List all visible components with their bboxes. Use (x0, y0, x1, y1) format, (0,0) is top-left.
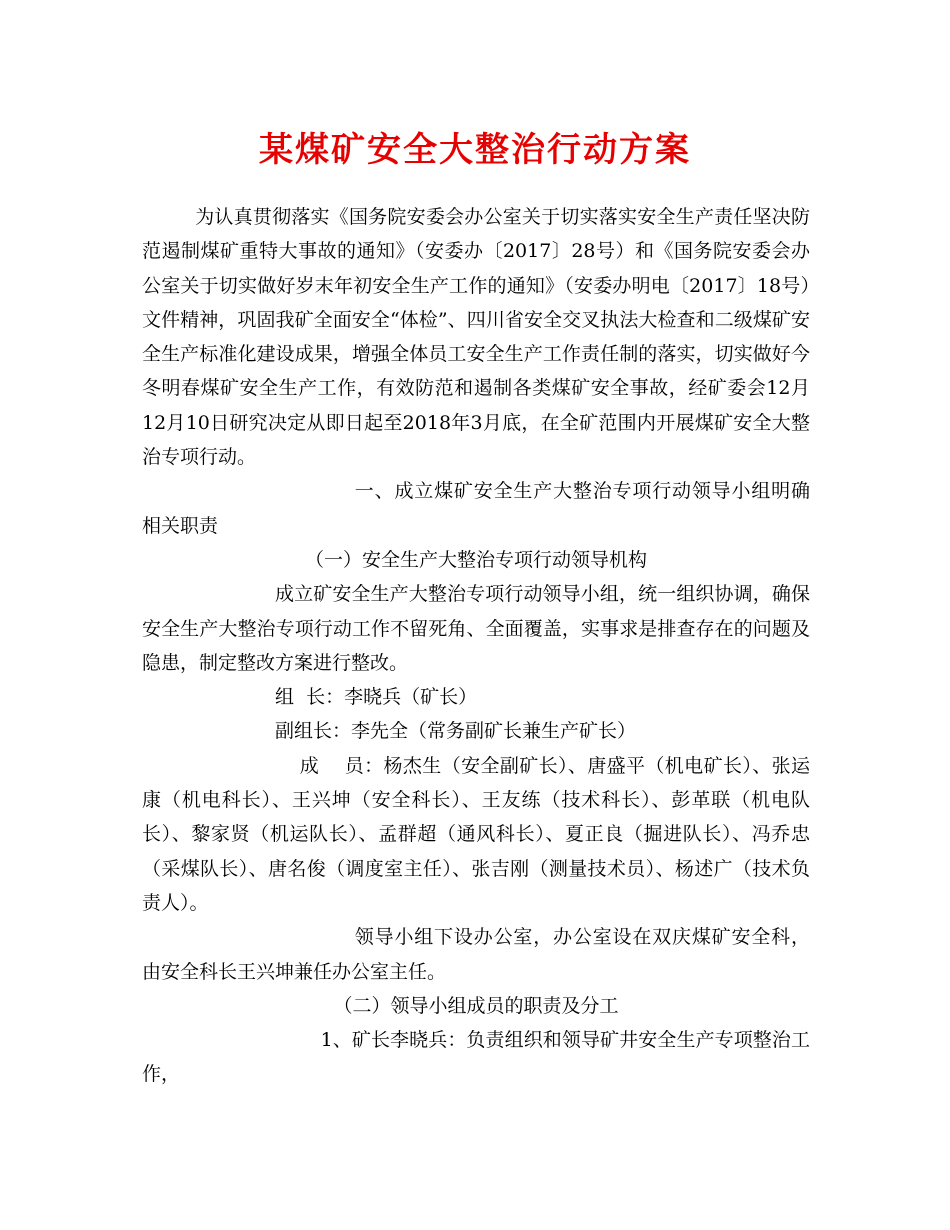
section-1-heading: 一、成立煤矿安全生产大整治专项行动领导小组明确相关职责 (142, 480, 810, 537)
item-1-paragraph: 1、矿长李晓兵：负责组织和领导矿井安全生产专项整治工作， (142, 1029, 810, 1086)
office-paragraph: 领导小组下设办公室，办公室设在双庆煤矿安全科，由安全科长王兴坤兼任办公室主任。 (142, 926, 810, 983)
subsection-1-paragraph: 成立矿安全生产大整治专项行动领导小组，统一组织协调，确保安全生产大整治专项行动工作不留死角、全面覆盖，实事求是排查存在的问题及隐患，制定整改方案进行整改。 (142, 583, 810, 674)
members-paragraph: 成 员：杨杰生（安全副矿长）、唐盛平（机电矿长）、张运康（机电科长）、王兴坤（安全科长）、王友练（技术科长）、彭革联（机电队长）、黎家贤（机运队长）、孟群超（通风科长）、夏正良（掘进队长）、冯乔忠（采煤队长）、唐名俊（调度室主任）、张吉刚（测量技术员）、杨述广（技术负责人）。 (142, 754, 810, 914)
subsection-2-heading: （二）领导小组成员的职责及分工 (333, 994, 619, 1017)
leader-line: 组 长：李晓兵（矿长） (275, 686, 478, 709)
subsection-1-heading: （一）安全生产大整治专项行动领导机构 (304, 548, 647, 571)
document-title: 某煤矿安全大整治行动方案 (259, 130, 691, 170)
document-body (142, 200, 810, 1092)
deputy-leader-line: 副组长：李先全（常务副矿长兼生产矿长） (275, 720, 637, 743)
intro-paragraph: 为认真贯彻落实《国务院安委会办公室关于切实落实安全生产责任坚决防范遏制煤矿重特大事故的通知》（安委办〔2017〕28号）和《国务院安委会办公室关于切实做好岁末年初安全生产工作的通知》（安委办明电〔2017〕18号）文件精神，巩固我矿全面安全“体检”、四川省安全交叉执法大检查和二级煤矿安全生产标准化建设成果，增强全体员工安全生产工作责任制的落实，切实做好今冬明春煤矿安全生产工作，有效防范和遏制各类煤矿安全事故，经矿委会12月12月10日研究决定从即日起至2018年3月底，在全矿范围内开展煤矿安全大整治专项行动。 (142, 206, 810, 469)
